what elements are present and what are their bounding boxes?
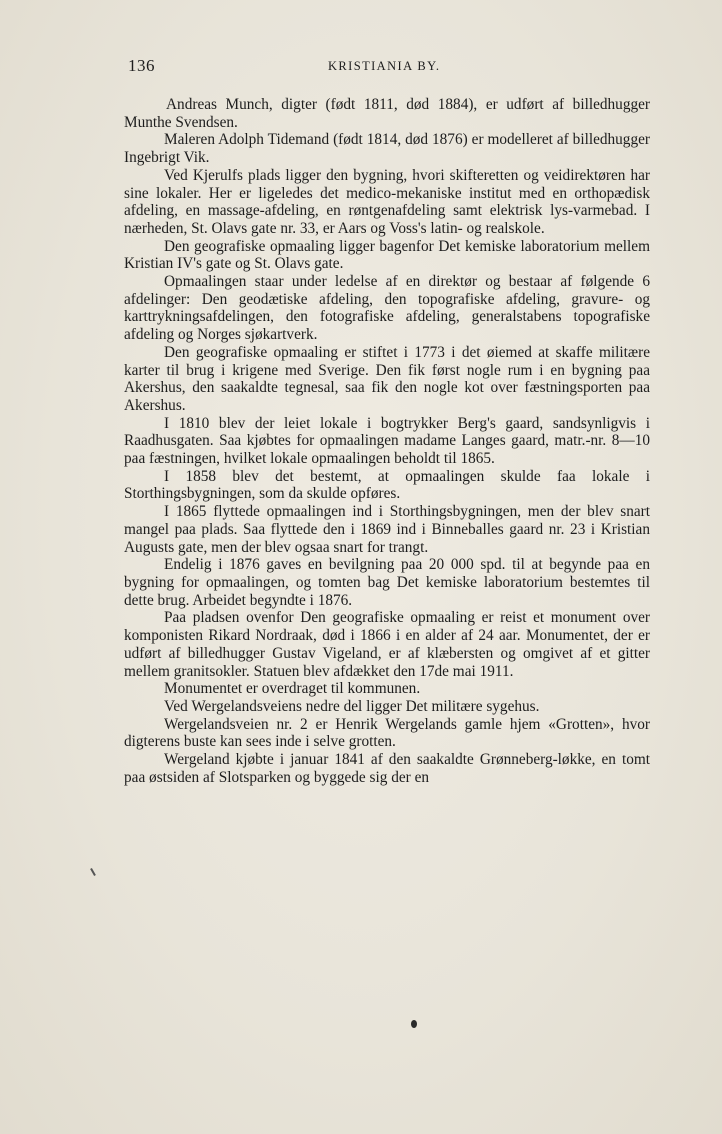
paragraph-adolph-tidemand: Maleren Adolph Tidemand (født 1814, død 1876) er modelleret af billedhugger Ingebrigt Vik. bbox=[124, 131, 650, 167]
paragraph-opmaalingen-afdelinger: Opmaalingen staar under ledelse af en direktør og bestaar af følgende 6 afdelinger: Den geodætiske afdeling, den topografiske afdeling, gravure- og karttrykningsafdelingen, den fotografiske afdeling, generalstabens topografiske afdeling og Norges sjøkartverk. bbox=[124, 273, 650, 344]
page-header bbox=[128, 56, 640, 80]
paragraph-nordraak-monument: Paa pladsen ovenfor Den geografiske opmaaling er reist et monument over komponisten Rikard Nordraak, død i 1866 i en alder af 24 aar. Monumentet, der er udført af billedhugger Gustav Vigeland, er af klæbersten og omgivet af et gitter mellem granitsokler. Statuen blev afdækket den 17de mai 1911. bbox=[124, 609, 650, 680]
paragraph-monument-kommunen: Monumentet er overdraget til kommunen. bbox=[164, 680, 421, 698]
paragraph-1876: Endelig i 1876 gaves en bevilgning paa 20 000 spd. til at begynde paa en bygning for opmaalingen, og tomten bag Det kemiske laboratorium bestemtes til dette brug. Arbeidet begyndte i 1876. bbox=[124, 556, 650, 609]
paragraph-1858: I 1858 blev det bestemt, at opmaalingen skulde faa lokale i Storthingsbygningen, som da skulde opføres. bbox=[124, 467, 650, 503]
paragraph-grotten: Wergelandsveien nr. 2 er Henrik Wergelands gamle hjem «Grotten», hvor digterens buste kan sees inde i selve grotten. bbox=[124, 715, 650, 751]
paragraph-1810: I 1810 blev der leiet lokale i bogtrykker Berg's gaard, sandsynligvis i Raadhusgaten. Saa kjøbtes for opmaalingen madame Langes gaard, matr.-nr. 8—10 paa fæstningen, hvilket lokale opmaalingen beholdt til 1865. bbox=[124, 414, 650, 468]
paragraph-andreas-munch: Andreas Munch, digter (født 1811, død 1884), er udført af billedhugger Munthe Svendsen. bbox=[124, 96, 650, 131]
paragraph-stiftet-1773: Den geografiske opmaaling er stiftet i 1773 i det øiemed at skaffe militære karter til brug i krigene med Sverige. Den fik først nogle rum i en bygning paa Akershus, den saakaldte tegnesal, saa fik den nogle kot over fæstningsporten paa Akershus. bbox=[124, 343, 650, 414]
paragraph-kjerulfs-plads: Ved Kjerulfs plads ligger den bygning, hvori skifteretten og veidirektøren har sine lokaler. Her er ligeledes det medico-mekaniske institut med en orthopædisk afdeling, en massage-afdeling, en røntgenafdeling samt elektrisk lys-varmebad. I nærheden, St. Olavs gate nr. 33, er Aars og Voss's latin- og realskole. bbox=[124, 166, 650, 237]
margin-mark bbox=[90, 868, 96, 876]
paragraph-wergeland-kjobte: Wergeland kjøbte i januar 1841 af den saakaldte Grønneberg-løkke, en tomt paa østsiden af Slotsparken og byggede sig der en bbox=[124, 751, 650, 786]
paragraph-1865: I 1865 flyttede opmaalingen ind i Storthingsbygningen, men der blev snart mangel paa plads. Saa flyttede den i 1869 ind i Binneballes gaard nr. 23 i Kristian Augusts gate, men der blev ogsaa snart for trangt. bbox=[124, 503, 650, 556]
paragraph-militaere-sygehus: Ved Wergelandsveiens nedre del ligger Det militære sygehus. bbox=[164, 697, 540, 715]
running-head: KRISTIANIA BY. bbox=[328, 59, 441, 73]
paragraph-geografiske-opmaaling-location: Den geografiske opmaaling ligger bagenfor Det kemiske laboratorium mellem Kristian IV's gate og St. Olavs gate. bbox=[124, 237, 650, 273]
footer-dot bbox=[411, 1020, 417, 1028]
body-text bbox=[124, 96, 650, 786]
page-number: 136 bbox=[128, 56, 155, 75]
